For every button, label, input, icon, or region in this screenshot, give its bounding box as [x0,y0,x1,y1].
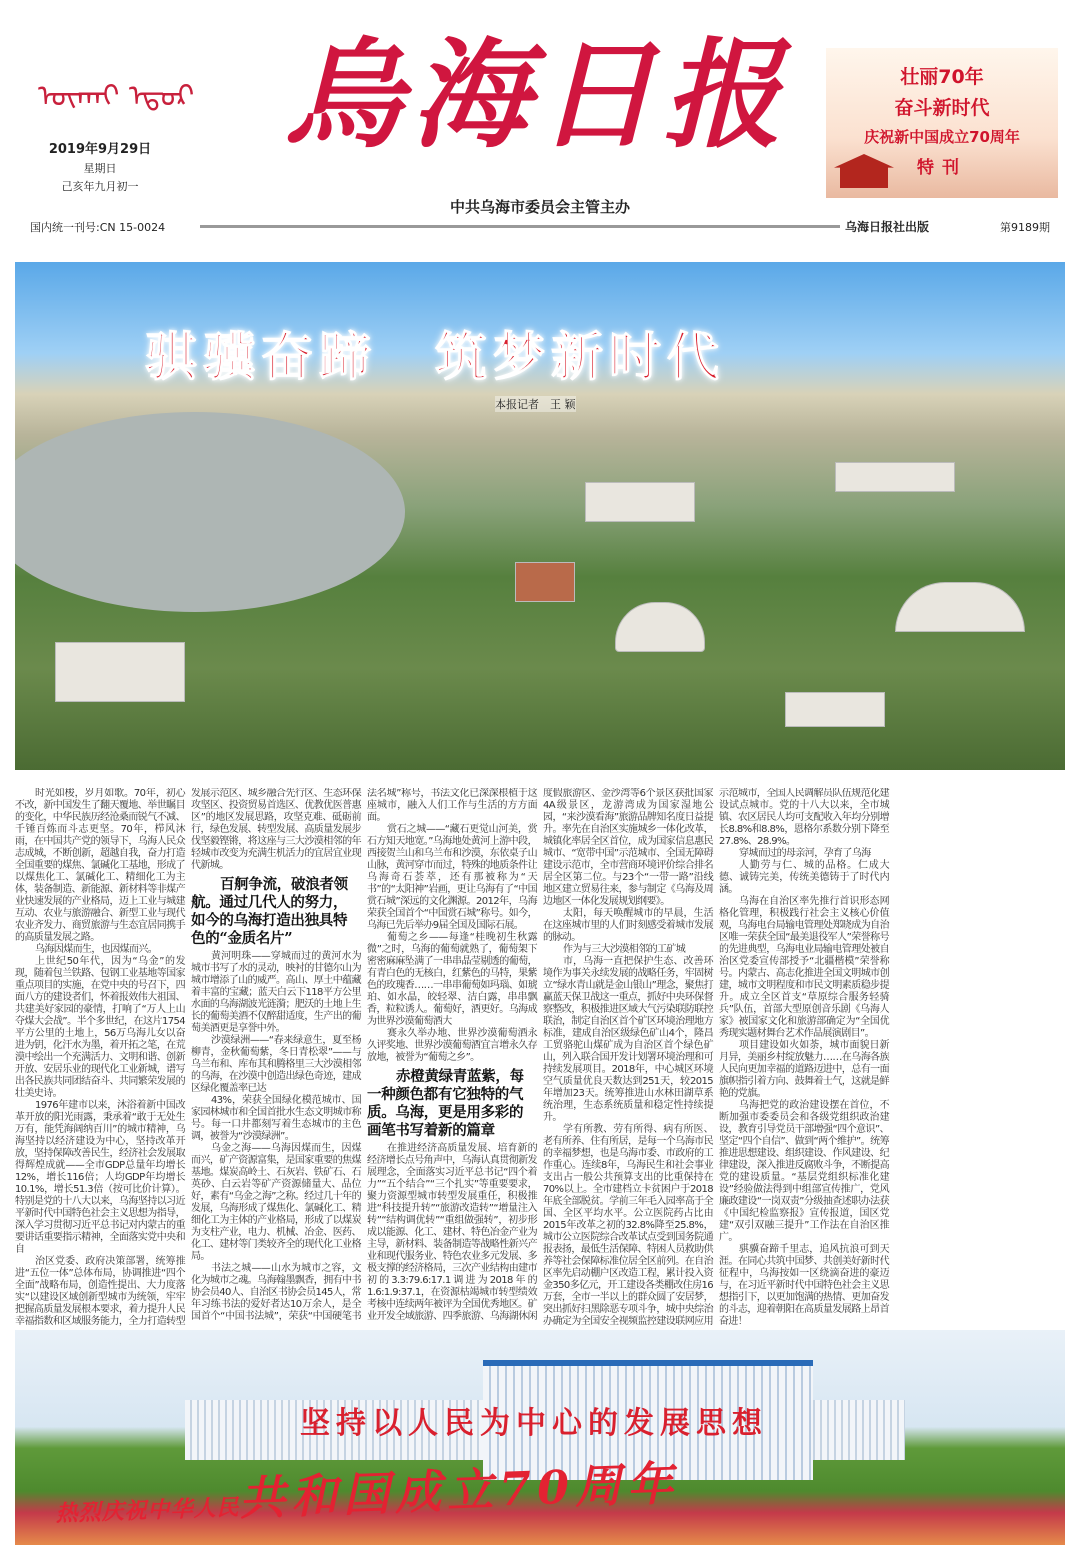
building [615,602,705,652]
special-line-2: 奋斗新时代 [894,97,990,119]
paragraph: 项目建设如火如荼，城市面貌日新月异，美丽乡村绽放魅力……在乌海各族人民向更加幸福的道路迈进中，总有一面旗帜指引着方向、鼓舞着士气，这就是鲜艳的党旗。 [719,1040,889,1099]
slogan-main [54,1447,680,1535]
special-edition-badge [826,48,1058,198]
paragraph: 太阳，每天唤醒城市的早晨，生活在这座城市里的人们时刻感受着城市发展的脉动。 [543,908,713,943]
paragraph: 乌海因煤而生，也因煤而兴。 [35,944,158,955]
paragraph: 赏石之城——“藏石更觉山河美，赏石方知天地宽。”乌海地处黄河上游中段，西接贺兰山和乌兰布和沙漠，东依桌子山山脉，黄河穿市而过，特殊的地质条件让乌海奇石荟萃，还有那被称为“天书”的“太阳神”岩画，更让乌海有了“中国赏石城”深远的文化渊源。2012年，乌海荣获全国首个“中国赏石城”称号。如今，乌海已先后举办9届全国及国际石展。 [367,824,537,931]
building [585,482,695,522]
special-line-3: 庆祝新中国成立70周年 [864,128,1020,146]
paragraph: 市，乌海一直把保护生态、改善环境作为事关永续发展的战略任务，牢固树立“绿水青山就是金山银山”理念，聚焦打赢蓝天保卫战这一重点，抓好中央环保督察整改，积极推进区域大气污染联防联控联治，制定自治区首个矿区环境治理地方标准，建成自治区级绿色矿山4个，隆昌工贸骆驼山煤矿成为自治区首个绿色矿山，列入联合国开发计划署环境治理和可持续发展项目。2018年，中心城区环境空气质量优良天数达到251天，较2015年增加23天。统筹推进山水林田湖草系统治理，生态系统质量和稳定性持续提升。 [543,956,713,1123]
building [515,562,575,602]
lunar-date: 己亥年九月初一 [61,180,139,193]
paragraph: 上世纪50年代，因为“乌金”的发现，随着包兰铁路、包钢工业基地等国家重点项目的实施，在党中央的号召下，四面八方的建设者们，怀着报效伟大祖国、共建美好家园的豪情，打响了“万人上山夺煤大会战”。半个多世纪，在这片1754平方公里的土地上，56万乌海儿女以奋进为钥，化汗水为墨，着开拓之笔，在荒漠中绘出一个充满活力、文明和谐、创新开放、安居乐业的现代化工业新城，谱写出各民族共同团结奋斗、共同繁荣发展的壮美史诗。 [15,956,185,1099]
paragraph: 作为与三大沙漠相邻的工矿城 [563,944,686,955]
building [895,582,1025,632]
sponsor-line: 中共乌海市委员会主管主办 [449,198,630,216]
paragraph: 沙漠绿洲——“春来绿意生，夏至杨柳青，金秋葡萄紫，冬日青松翠”——与乌兰布和、库布其和腾格里三大沙漠相邻的乌海，在沙漠中创造出绿色奇迹，建成区绿化覆盖率已达 [191,1035,361,1094]
paragraph: 43%，荣获全国绿化模范城市、国家园林城市和全国首批水生态文明城市称号。每一口井都刻写着生态城市的主色调，被誉为“沙漠绿洲”。 [191,1095,361,1142]
paragraph: 葡萄之乡——每逢“桂晚初生秋露微”之时，乌海的葡萄就熟了，葡萄架下密密麻麻坠满了一串串晶莹剔透的葡萄，有青白色的无核白，红紫色的马特，果紫色的玫瑰香……一串串葡萄如玛瑙、如琥珀、如水晶，皎轻翠、洁白露，串串飘香，粒粒诱人。葡萄好，酒更好。乌海成为世界沙漠葡萄酒大 [367,932,537,1027]
paragraph: 1976年建市以来，沐浴着新中国改革开放的阳光雨露，秉承着“敢于无处生万有，能凭海阔纳百川”的城市精神，乌海坚持以经济建设为中心，坚持改革开放，坚持保障改善民生，经济社会发展取得辉煌成就——全市GDP总量年均增长12%，增长116倍；人均GDP年均增长10.1%，增长51.3倍（按可比价计算）。特别是党的十八大以来，乌海坚持以习近平新时代中国特色社会主义思想为指导，深入学习贯彻习近平总书记对内蒙古的重要讲话重要指示精神，全面落实党中央和自 [15,1100,185,1255]
newspaper-logo: 烏海日报 [285,25,790,164]
issue-number: 第9189期 [1000,221,1050,234]
paragraph: 书法之城——山水为城市之容，文化为城市之魂。乌海翰墨飘香，拥有中书协会员40人、自治区书协会员145人，常年习练书法的爱好者达10万余人，是全国首个“中国书法城”，荣获“中国硬笔书法名城”称号，书法文化已深深根植于这座城市，融入人们工作与生活的方方面面。 [191,788,537,1322]
article-body [15,788,1065,1328]
paragraph: 人勤劳与仁、城的品格。仁成大德、诚铸完美，传统美德铸于了时代内涵。 [719,860,889,895]
mongolian-title: ᠦᠬᠠᠢ ᠡᠳᠦᠷ [38,79,195,114]
bottom-photo-flower-bed [15,1330,1065,1545]
paragraph: 穿城而过的母亲河，孕育了乌海 [739,848,871,859]
paragraph: 学有所教、劳有所得、病有所医、老有所养、住有所居，是每一个乌海市民的幸福梦想，也是乌海市委、市政府的工作重心。连续8年，乌海民生和社会事业支出占一般公共预算支出的比重保持在70%以上。全市建档立卡贫困户于2018年底全部脱贫。学前三年毛入园率高于全国、全区平均水平。公立医院药占比由2015年改革之初的32.8%降至25.8%，城市公立医院综合改革试点受到国务院通报表扬，最低生活保障、特困人员救助供养等社会保障标准位居全区前列。在自治区率先启动棚户区改造工程，累计投入资金350多亿元，开工建设各类棚改住房16万套，全市一半以上的群众圆了安居梦，突出抓好扫黑除恶专项斗争，城中央综治办确定为全国安全视频监控建设联网应用示范城市，全国人民调解员队伍规范化建设试点城市。党的十八大以来，全市城镇、农区居民人均可支配收入年均分别增长8.8%和8.8%，恩格尔系数分别下降至27.8%、28.9%。 [543,788,889,1327]
paragraph: 乌金之海——乌海因煤而生，因煤而兴，矿产资源富集，是国家重要的焦煤基地。煤炭高岭土、石灰岩、铁矿石、石英砂、白云岩等矿产资源储量大、品位好，素有“乌金之海”之称。经过几十年的发展，乌海形成了煤焦化、氯碱化工、精细化工为主体的产业格局，形成了以煤炭为支柱产业，电力、机械、冶金、医药、化工、建材等门类较齐全的现代化工业格局。 [191,1143,361,1262]
special-line-4: 特刊 [917,158,967,178]
paragraph: 乌海在自治区率先推行首识形态网格化管理，积极践行社会主义核心价值观，乌海电台局输电管理处郑晓成为自治区唯一荣获全国“最美退役军人”荣誉称号的先进典型，乌海电业局输电管理处被自治区党委宣传部授予“北疆楷模”荣誉称号。内蒙古、高志化推进全国文明城市创建，城市文明程度和市民文明素质稳步提升。成立全区首支“草原综合服务轻骑兵”队伍，首部大型原创音乐剧《乌海人家》被国家文化和旅游部确定为“全国优秀现实题材舞台艺术作品展演剧目”。 [719,896,889,1039]
special-line-1: 壮丽70年 [900,66,984,88]
paragraph: 骐骥奋蹄千里志，追风抗浪可到天涯。在同心共筑中国梦、共创美好新时代征程中，乌海按如一区绕滴奋进的豪迈与，在习近平新时代中国特色社会主义思想指引下，以更加饱满的热情、更加奋发的斗志，迎着朝阳在高质量发展路上昂首奋进！ [719,1244,889,1327]
masthead-rule [200,225,840,228]
lake [15,412,405,612]
publisher: 乌海日报社出版 [845,220,930,234]
paragraph: 治区党委、政府决策部署，统筹推进“五位一体”总体布局，协调推进“四个全面”战略布局，创造性提出、大力度落实“以建设区域创新型城市为统领，牢牢把握高质量发展根本要求，着力提升人民幸福指数和区域服务能力，全力打造转型发展示范区、城乡融合先行区、生态环保攻坚区、投资贸易首选区、优教优医普惠区”的地区发展思路，攻坚克难、砥砺前行，绿色发展、转型发展、高质量发展步伐坚毅铿锵，将这座与三大沙漠相邻的年轻城市改变为充满生机活力的宜居宜业现代新城。 [15,788,361,1327]
slogan-top: 坚持以人民为中心的发展思想 [300,1406,768,1441]
building [785,692,885,727]
weekday: 星期日 [83,162,117,175]
subheading: 赤橙黄绿青蓝紫，每一种颜色都有它独特的气质。乌海，更是用多彩的画笔书写着新的篇章 [367,1068,524,1139]
slogan-main-prefix: 热烈庆祝中华人民 [55,1494,240,1527]
building [835,462,955,492]
subheading: 百舸争流，破浪者领航。通过几代人的努力，如今的乌海打造出独具特色的“金质名片” [191,876,348,947]
issue-date: 2019年9月29日 [48,142,152,157]
slogan-main-text: 共和国成立70周年 [238,1456,680,1526]
headline: 骐骥奋蹄 筑梦新时代 [145,327,726,388]
issn: 国内统一刊号:CN 15-0024 [30,221,166,234]
paragraph: 乌海把党的政治建设摆在首位，不断加强市委委员会和各级党组织政治建设，教育引导党员干部增强“四个意识”、坚定“四个自信”、做到“两个维护”。统筹推进思想建设、组织建设、作风建设、纪律建设，深入推进反腐败斗争，不断提高党的建设质量。“基层党组织标准化建设”经验做法得到中组部宣传推广，党风廉政建设“一岗双责”分级抽查述职办法获《中国纪检监察报》宣传报道，国区党建“双引双融三提升”工作法在自治区推广。 [719,1100,889,1243]
paragraph: 在推进经济高质量发展、培育新的经济增长点号角声中，乌海认真贯彻新发展理念，全面落实习近平总书记“四个着力”“五个结合”“三个扎实”等重要要求，聚力资源型城市转型发展重任，积极推进“科技提升转”“旅游改造转”“增量注入转”“结构调优转”“重组做强转”，初步形成以能源、化工、建材、特色冶金产业为主导，新材料、装备制造等战略性新兴产业和现代服务业、特色农业多元发展、多极支撑的经济格局，三次产业结构由建市初的3.3:79.6:17.1调进为2018年的1.6:1.9:37.1，在资源枯竭城市转型绩效考核中连续两年被评为全国优秀地区。矿业开发全域旅游、四季旅游、乌海湖休闲度假旅游区、金沙湾等6个景区获批国家4A级景区，龙游湾成为国家湿地公园，“来沙漠看海”旅游品牌知名度日益提升。率先在自治区实施城乡一体化改革，城镇化率居全区首位，成为国家信息惠民城市、“宽带中国”示范城市、全国无障碍建设示范市，全市营商环境评价综合排名居全区第二位。与23个“一带一路”沿线地区建立贸易往来，参与制定《乌海及周边地区一体化发展规划纲要》。 [367,788,713,1322]
paragraph: 赛永久举办地、世界沙漠葡萄酒永久评奖地、世界沙漠葡萄酒宜言增永久存放地，被誉为“葡萄之乡”。 [367,1028,537,1063]
paragraph: 黄河明珠——穿城而过的黄河水为城市书写了水的灵动，映衬的甘德尔山为城市增添了山的威严。高山、厚土中蕴藏着丰富的宝藏；蓝天白云下118平方公里水面的乌海湖波光涟漪；肥沃的土地上生长的葡萄美酒不仅醉甜适度，生产出的葡萄美酒更是享誉中外。 [191,951,361,1034]
byline: 本报记者 王 颖 [495,398,576,411]
paragraph: 时光如梭，岁月如歌。70年，初心不改，新中国发生了翻天覆地、举世瞩目的变化，中华民族历经沧桑而锐气不减、千锤百炼而斗志更坚。70年，栉风沐雨，在中国共产党的领导下，乌海人民众志成城，不断创新，超越自我，奋力打造全国重要的煤焦、氯碱化工基地，形成了以煤焦化工、氯碱化工、精细化工为主体，装备制造、新能源、新材料等非煤产业快速发展的产业格局，迈上工业与城建互动、农业与旅游融合、新型工业与现代农业齐发力、商贸旅游与生态宜居同携手的高质量发展之路。 [15,788,185,943]
building [55,642,185,702]
